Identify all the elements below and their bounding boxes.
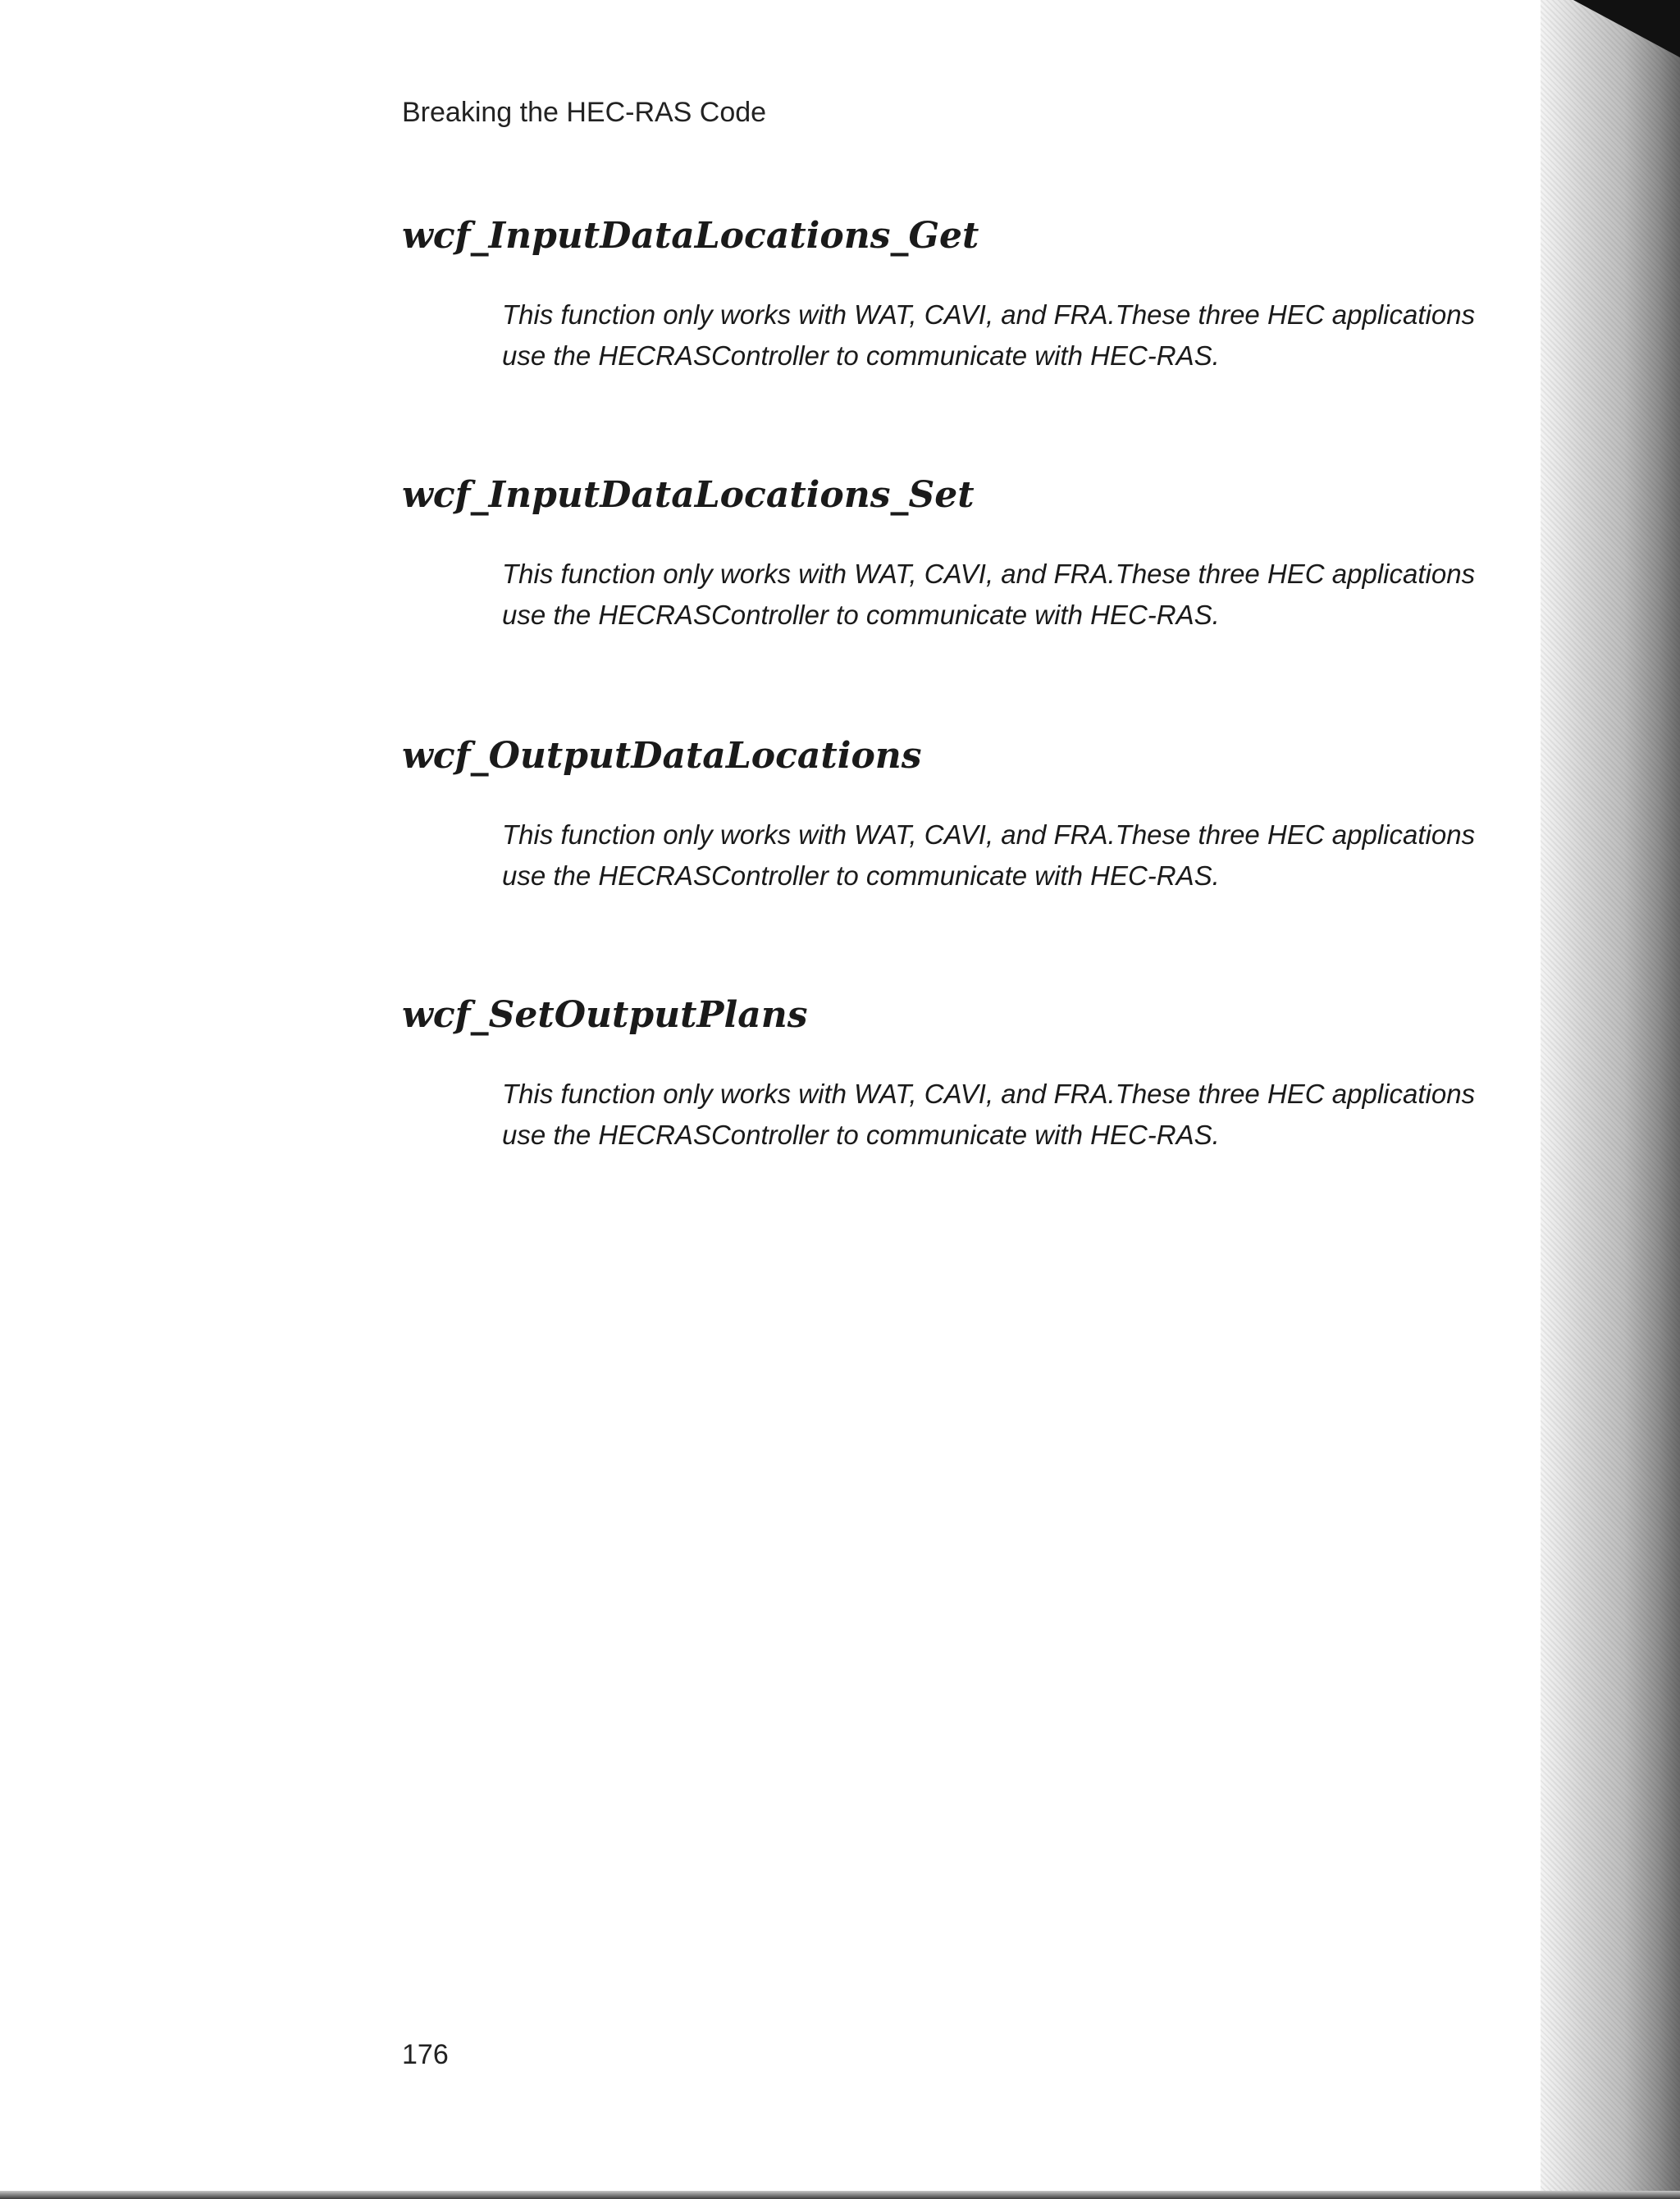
description-line: This function only works with WAT, CAVI, and FRA.These three HEC applications <box>502 299 1476 330</box>
function-entry <box>402 994 1550 1156</box>
function-entry <box>402 215 1550 376</box>
function-description <box>502 814 1511 896</box>
function-description <box>502 294 1511 376</box>
description-line: use the HECRASController to communicate with HEC-RAS. <box>502 860 1220 891</box>
function-title: wcf_SetOutputPlans <box>402 994 808 1036</box>
function-entry <box>402 474 1550 636</box>
running-header: Breaking the HEC-RAS Code <box>402 97 767 128</box>
binding-shadow-corner <box>1573 0 1680 57</box>
scan-bottom-edge <box>0 2191 1680 2199</box>
description-line: This function only works with WAT, CAVI, and FRA.These three HEC applications <box>502 558 1476 589</box>
function-description <box>502 1074 1511 1156</box>
function-title: wcf_OutputDataLocations <box>402 735 922 777</box>
function-entry <box>402 735 1550 896</box>
book-binding-edge <box>1541 0 1680 2199</box>
page-number: 176 <box>402 2039 449 2070</box>
description-line: use the HECRASController to communicate with HEC-RAS. <box>502 599 1220 630</box>
description-line: use the HECRASController to communicate with HEC-RAS. <box>502 340 1220 371</box>
function-title: wcf_InputDataLocations_Set <box>402 474 975 516</box>
function-description <box>502 554 1511 636</box>
description-line: use the HECRASController to communicate with HEC-RAS. <box>502 1119 1220 1150</box>
function-title: wcf_InputDataLocations_Get <box>402 215 979 257</box>
description-line: This function only works with WAT, CAVI, and FRA.These three HEC applications <box>502 819 1476 850</box>
description-line: This function only works with WAT, CAVI, and FRA.These three HEC applications <box>502 1078 1476 1109</box>
